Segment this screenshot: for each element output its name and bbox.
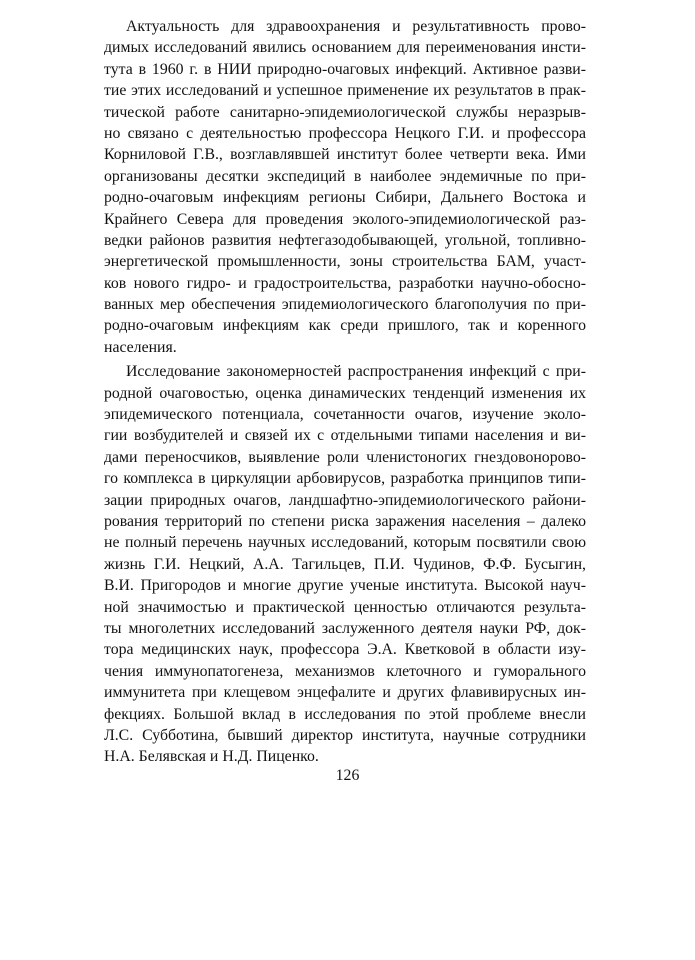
- text-line: димых исследований явились основанием для переименования инсти-: [104, 39, 586, 57]
- text-line: Крайнего Севера для проведения эколого-эпидемиологической раз-: [104, 210, 586, 228]
- text-line: чения иммунопатогенеза, механизмов клеточного и гуморального: [104, 662, 586, 680]
- text-line: родно-очаговым инфекциям регионы Сибири, Дальнего Востока и: [104, 189, 586, 207]
- text-line: но связано с деятельностью профессора Нецкого Г.И. и профессора: [104, 124, 586, 142]
- text-line: ной значимостью и практической ценностью отличаются результа-: [104, 598, 586, 616]
- text-line: ведки районов развития нефтегазодобывающей, угольной, топливно-: [104, 231, 586, 249]
- text-line: иммунитета при клещевом энцефалите и других флавивирусных ин-: [104, 684, 586, 702]
- text-line: энергетической промышленности, зоны строительства БАМ, участ-: [104, 253, 586, 271]
- text-line: фекциях. Большой вклад в исследования по этой проблеме внесли: [104, 705, 586, 723]
- text-line: не полный перечень научных исследований, которым посвятили свою: [104, 534, 586, 552]
- text-line: тора медицинских наук, профессора Э.А. Кветковой в области изу-: [104, 641, 586, 659]
- text-line: тие этих исследований и успешное применение их результатов в прак-: [104, 82, 586, 100]
- text-line: родно-очаговым инфекциям как среди пришлого, так и коренного: [104, 317, 586, 335]
- text-line: дами переносчиков, выявление роли членистоногих гнездовонорово-: [104, 448, 586, 466]
- text-line: организованы десятки экспедиций в наиболее эндемичные по при-: [104, 167, 586, 185]
- text-line: эпидемического потенциала, сочетанности очагов, изучение эколо-: [104, 406, 586, 424]
- text-line: тической работе санитарно-эпидемиологической службы неразрыв-: [104, 103, 586, 121]
- text-line: ванных мер обеспечения эпидемиологического благополучия по при-: [104, 296, 586, 314]
- text-line: Н.А. Белявская и Н.Д. Пиценко.: [104, 748, 319, 766]
- text-line: рования территорий по степени риска заражения населения – далеко: [104, 512, 586, 530]
- text-line: В.И. Пригородов и многие другие ученые института. Высокой науч-: [104, 577, 586, 595]
- text-line: Л.С. Субботина, бывший директор института, научные сотрудники: [104, 726, 586, 744]
- text-line: го комплекса в циркуляции арбовирусов, разработка принципов типи-: [104, 470, 586, 488]
- text-line: Корниловой Г.В., возглавлявшей институт более четверти века. Ими: [104, 146, 586, 164]
- text-line: Исследование закономерностей распространения инфекций с при-: [126, 363, 586, 381]
- text-line: Актуальность для здравоохранения и результативность прово-: [126, 18, 586, 35]
- text-line: тута в 1960 г. в НИИ природно-очаговых инфекций. Активное разви-: [104, 60, 586, 78]
- page-body: [104, 16, 586, 768]
- text-line: жизнь Г.И. Нецкий, А.А. Тагильцев, П.И. Чудинов, Ф.Ф. Бусыгин,: [104, 555, 586, 573]
- paragraph-1: [104, 16, 586, 358]
- paragraph-2: [104, 361, 586, 767]
- text-line: гии возбудителей и связей их с отдельными типами населения и ви-: [104, 427, 586, 445]
- text-line: ков нового гидро- и градостроительства, разработки научно-обосно-: [104, 274, 586, 292]
- text-line: населения.: [104, 338, 177, 356]
- text-line: зации природных очагов, ландшафтно-эпидемиологического райони-: [104, 491, 586, 509]
- text-line: родной очаговостью, оценка динамических тенденций изменения их: [104, 384, 586, 402]
- page-number: 126: [335, 767, 360, 784]
- text-line: ты многолетних исследований заслуженного деятеля науки РФ, док-: [104, 619, 586, 637]
